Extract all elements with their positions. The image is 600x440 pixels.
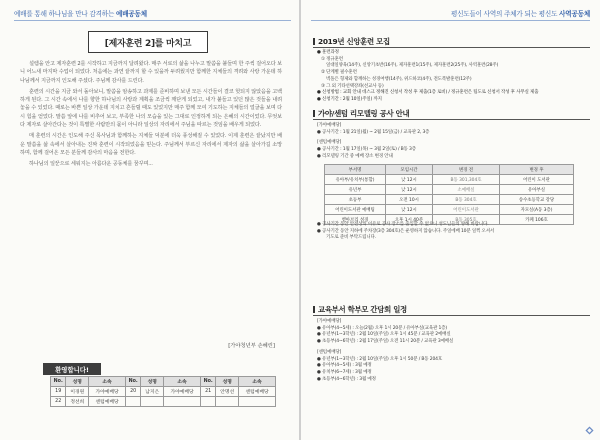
room-cell: 유아부실 [500, 185, 574, 195]
room-cell: B동 305호 [433, 215, 500, 225]
welcome-header-cell: 성명 [66, 377, 89, 387]
training-line: ① 정규훈련 [321, 56, 343, 62]
welcome-cell: 19 [51, 387, 66, 397]
section-rule [313, 47, 590, 48]
welcome-cell [125, 397, 140, 407]
section-title-training [313, 36, 390, 47]
welcome-cell: 22 [51, 397, 66, 407]
meeting-line: ● 유년부(1~3학년) : 2월 10일(주일) 오후 1시 45분 / 교육관 2예배실 [317, 332, 451, 338]
room-cell: B동 304호 [433, 195, 500, 205]
essay-signature: [가야청년부 손혜린] [228, 343, 275, 349]
welcome-cell: 이경원 [66, 387, 89, 397]
training-line: ② 단계별 필수훈련 [321, 70, 357, 76]
essay-title: [제자훈련 2]를 마치고 [88, 31, 208, 53]
welcome-header-row [51, 377, 276, 387]
welcome-cell [216, 397, 239, 407]
essay-paragraph: 설렘을 안고 제자훈련 2를 시작하고 지금까지 달려왔다. 매주 서로의 삶을 나누고 말씀을 붙들며 한 주씩 걸어오다 보니 어느새 마지막 수업이 되었다. 처음에는 과연 끝까지 할 수 있을까 두려웠지만 함께한 지체들의 격려와 사랑 가운데 하나님께서 지금까지 인도해 주셨다. 주님께 감사를 드린다. [20, 61, 282, 84]
meeting-line: ● 유치부(6~7세) : 3월 예정 [317, 369, 372, 375]
essay-body [20, 60, 282, 172]
room-change-table [324, 164, 574, 225]
welcome-header-cell: 성명 [216, 377, 239, 387]
welcome-header-cell: No. [200, 377, 215, 387]
training-line: ③ 그 외 기타선택강좌(선교사 등) [321, 83, 384, 89]
remodeling-line: ● 공사기간 : 1월 21일(월) ~ 2월 15일(금) / 교육관 2, 3층 [317, 129, 430, 135]
right-running-head-prefix: 평신도들이 사역의 주체가 되는 평신도 [450, 10, 558, 18]
essay-signature-text: 가야청년부 손혜린 [230, 343, 273, 349]
welcome-header-cell: No. [51, 377, 66, 387]
meeting-line: [가야예배당] [317, 319, 342, 324]
section-title-text: 가야/센텀 리모델링 공사 안내 [318, 109, 410, 118]
welcome-cell: 20 [125, 387, 140, 397]
welcome-cell: 센텀예배당 [89, 397, 126, 407]
room-row [325, 175, 574, 185]
remodeling-note: 기도로 준비 부탁드립니다. [326, 235, 377, 241]
remodeling-line: ● 공사기간 : 1월 17일(목) ~ 3월 2일(토) / B동 3층 [317, 147, 416, 153]
welcome-cell: 안명선 [216, 387, 239, 397]
welcome-cell: 21 [200, 387, 215, 397]
room-cell: 자모실(A동 3층) [500, 205, 574, 215]
right-page [301, 0, 600, 440]
essay-paragraph: 훈련의 시간을 지금 와서 돌아보니, 말씀을 암송하고 과제를 준비하며 보낸 모든 시간들이 결코 헛되지 않았음을 고백하게 된다. 그 시간 속에서 나를 향한 하나님의 사랑과 계획을 조금씩 깨닫게 되었고, 내가 붙들고 있던 많은 것들을 내려놓을 수 있었다. 때로는 바쁜 일상 가운데 지치고 흔들릴 때도 있었지만 매주 함께 모여 기도하는 지체들의 얼굴을 보며 다시 힘을 얻었다. 말씀 앞에 나를 비추어 보고, 부족한 나의 모습을 있는 그대로 인정하게 되는 은혜의 시간이었다. 무엇보다 제자로 살아간다는 것이 특별한 사람만의 몫이 아니라 일상의 자리에서 주님을 따르는 것임을 배우게 되었다. [20, 88, 282, 129]
meeting-line: ● 초등부(4~6학년) : 3월 예정 [317, 376, 376, 382]
welcome-row [51, 397, 276, 407]
remodeling-line: [가야예배당] [317, 123, 342, 128]
room-cell: 오전 10시 [386, 195, 433, 205]
meeting-line: ● 유아부(4~5세) : 오늘(2월) 오후 1시 20분 / 유아부실(교육관 1층) [317, 325, 448, 331]
room-cell: 소예배실 [433, 185, 500, 195]
section-title-text: 교육부서 학부모 간담회 일정 [318, 305, 407, 314]
room-cell: 유아부/유치부(통합) [325, 175, 386, 185]
essay-paragraph: 매 훈련의 시간은 인도해 주신 목사님과 함께하는 지체들 덕분에 더욱 풍성해질 수 있었다. 이제 훈련은 끝났지만 배운 말씀을 삶 속에서 살아내는 진짜 훈련이 시작되었음을 믿는다. 주님께서 부르신 자리에서 제자의 삶을 살아가길 소망하며, 함께 걸어온 모든 분들께 감사의 마음을 전한다. [20, 133, 282, 156]
welcome-cell [239, 397, 276, 407]
room-header-cell: 변경 전 [433, 165, 500, 175]
right-header-rule [311, 20, 590, 21]
left-running-head [14, 8, 147, 18]
training-line: ● 신청기간 : 2월 10일(주일) 까지 [317, 96, 382, 102]
left-page [0, 0, 299, 440]
remodeling-note: ● 공사기간 동안 안전상의 이유로 공사 장소를 출입할 수 없으니 성도님들의 양해 바랍니다. [317, 222, 489, 227]
room-cell: 어린이도서관 [433, 205, 500, 215]
welcome-table [50, 376, 276, 407]
room-cell: 어린이 도서관 [500, 175, 574, 185]
welcome-cell: 가야예배당 [89, 387, 126, 397]
left-running-head-prefix: 예배를 통해 하나님을 만나 감격하는 [14, 10, 115, 18]
welcome-cell: 남지은 [141, 387, 164, 397]
room-cell: 카페 106호 [500, 215, 574, 225]
room-cell: 어린이도서관 예배팀 [325, 205, 386, 215]
welcome-cell [141, 397, 164, 407]
room-cell: 오후 1시 40분 [386, 215, 433, 225]
meeting-line: ● 유년부(1~3학년) : 2월 10일(주일) 오후 1시 50분 / B동 204호 [317, 356, 443, 362]
remodeling-notes [317, 222, 589, 242]
welcome-cell: 센텀예배당 [239, 387, 276, 397]
room-row [325, 195, 574, 205]
welcome-header-cell: No. [125, 377, 140, 387]
training-body [317, 50, 589, 104]
welcome-cell [200, 397, 215, 407]
room-cell: 낮 12시 [386, 205, 433, 215]
welcome-cell [164, 397, 201, 407]
room-cell: B동 301,304호 [433, 175, 500, 185]
remodeling-body [317, 123, 589, 161]
section-title-text: 2019년 신앙훈련 모집 [318, 37, 390, 46]
meeting-line: ● 유아부(4~5세) : 3월 예정 [317, 363, 372, 369]
room-cell: 낮 12시 [386, 185, 433, 195]
room-cell: 유년부 [325, 185, 386, 195]
welcome-header-cell: 성명 [141, 377, 164, 387]
right-running-head-emphasis: 사역공동체 [559, 10, 590, 18]
welcome-row [51, 387, 276, 397]
welcome-cell: 정선희 [66, 397, 89, 407]
welcome-header-cell: 소속 [164, 377, 201, 387]
church-logo-icon [585, 426, 594, 435]
welcome-header-cell: 소속 [89, 377, 126, 387]
room-cell: 낮 12시 [386, 175, 433, 185]
welcome-cell: 가야예배당 [164, 387, 201, 397]
welcome-tab: 환영합니다! [43, 363, 101, 375]
meeting-line: ● 초등부(4~6학년) : 2월 17일(주일) 오전 11시 20분 / 교육관 3예배실 [317, 339, 454, 345]
remodeling-line: ● 리모델링 기간 중 예배 장소 변경 안내 [317, 153, 393, 159]
essay-paragraph: 하나님의 일꾼으로 세워지는 아름다운 공동체를 꿈꾸며... [29, 161, 153, 168]
section-bullet-icon [313, 110, 315, 117]
room-header-row [325, 165, 574, 175]
meeting-line: [센텀예배당] [317, 349, 342, 355]
parent-meeting-body [317, 319, 589, 383]
room-row [325, 185, 574, 195]
training-line: 일대일양육(14주), 신앙기초반(16주), 제자훈련1(15주), 제자훈련2(25주), 사역훈련(28주) [326, 63, 499, 69]
section-title-parent-meeting [313, 304, 407, 315]
room-cell: 벧아브리 성경 [325, 215, 386, 225]
section-bullet-icon [313, 306, 315, 313]
training-line: 벽돌은 형제와 함께하는 성경여행(14주), 위드하코(4주), 전도폭발훈련(12주) [326, 76, 472, 82]
section-title-remodeling [313, 108, 409, 119]
section-bullet-icon [313, 38, 315, 45]
room-header-cell: 모임시간 [386, 165, 433, 175]
section-rule [313, 119, 590, 120]
remodeling-note: ● 공사기간 동안 지하에 주차장(3층 304호)은 운영하지 않습니다. 주일에배 10분 일찍 오셔서 [317, 228, 495, 234]
section-rule [313, 315, 590, 316]
welcome-header-cell: 소속 [239, 377, 276, 387]
room-cell: 송수초등학교 강당 [500, 195, 574, 205]
room-row [325, 205, 574, 215]
room-header-cell: 부서명 [325, 165, 386, 175]
left-header-rule [14, 20, 291, 21]
left-running-head-emphasis: 예배공동체 [116, 10, 147, 18]
room-header-cell: 변경 후 [500, 165, 574, 175]
room-cell: 초등부 [325, 195, 386, 205]
right-running-head [451, 8, 590, 18]
training-line: ● 훈련과정 [317, 50, 339, 55]
remodeling-line: [센텀예배당] [317, 140, 342, 146]
training-line: ● 신청방법 : 교회 안내 데스크 정해진 신청서 작성 후 제출(1층 로비) / 정규훈련은 팀도로 신청서 작성 후 사무실 제출 [317, 90, 539, 96]
